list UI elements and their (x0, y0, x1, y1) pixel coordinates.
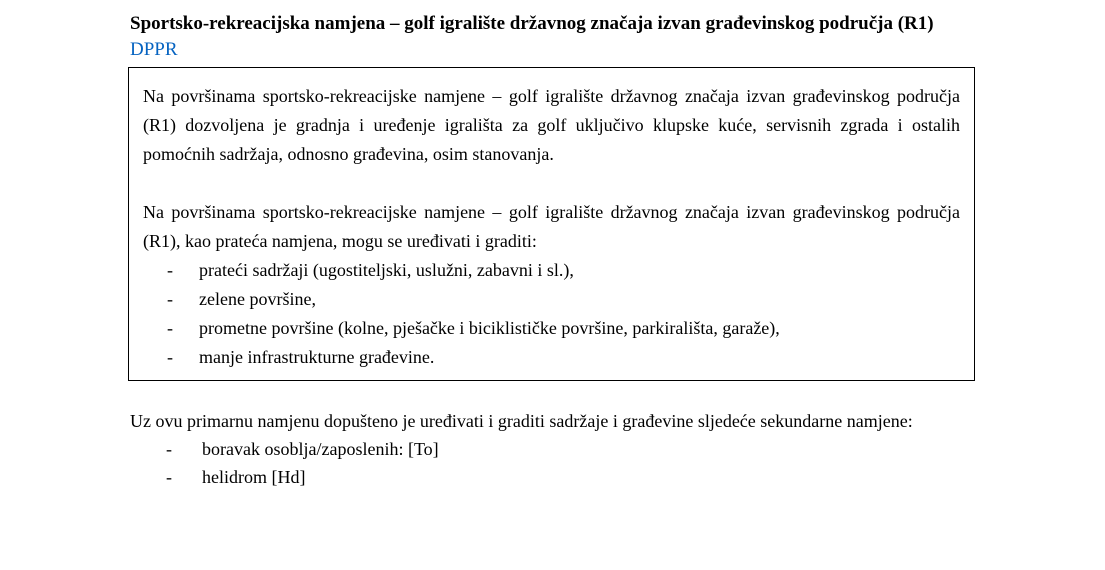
dash-bullet: - (167, 260, 173, 280)
dash-bullet: - (167, 289, 173, 309)
document-body (130, 11, 1023, 491)
list-item (143, 314, 960, 343)
list-item-text: prometne površine (kolne, pješačke i biciklističke površine, parkirališta, garaže), (199, 318, 780, 338)
list-item (143, 256, 960, 285)
secondary-section (130, 407, 1023, 491)
dash-bullet: - (167, 318, 173, 338)
secondary-intro: Uz ovu primarnu namjenu dopušteno je uređivati i graditi sadržaje i građevine sljedeće sekundarne namjene: (130, 411, 913, 431)
list-item-text: manje infrastrukturne građevine. (199, 347, 435, 367)
list-item-text: helidrom [Hd] (202, 467, 306, 487)
list-item-text: zelene površine, (199, 289, 316, 309)
list-item-text: prateći sadržaji (ugostiteljski, uslužni, zabavni i sl.), (199, 260, 574, 280)
dppr-link[interactable]: DPPR (130, 39, 178, 60)
box-paragraph-2: Na površinama sportsko-rekreacijske namjene – golf igralište državnog značaja izvan građevinskog područja (R1), kao prateća namjena, mogu se uređivati i graditi: (143, 202, 960, 251)
list-item (143, 285, 960, 314)
dash-bullet: - (166, 467, 172, 487)
list-item-text: boravak osoblja/zaposlenih: [To] (202, 439, 439, 459)
list-item (130, 435, 1023, 463)
list-item (143, 343, 960, 372)
provision-box (128, 67, 975, 381)
box-paragraph-1: Na površinama sportsko-rekreacijske namjene – golf igralište državnog značaja izvan građevinskog područja (R1) dozvoljena je gradnja i uređenje igrališta za golf uključivo klupske kuće, servisnih zgrada i ostalih pomoćnih sadržaja, odnosno građevina, osim stanovanja. (143, 86, 960, 164)
dash-bullet: - (166, 439, 172, 459)
list-item (130, 463, 1023, 491)
page-title: Sportsko-rekreacijska namjena – golf igralište državnog značaja izvan građevinskog područja (R1) (130, 13, 934, 34)
dash-bullet: - (167, 347, 173, 367)
